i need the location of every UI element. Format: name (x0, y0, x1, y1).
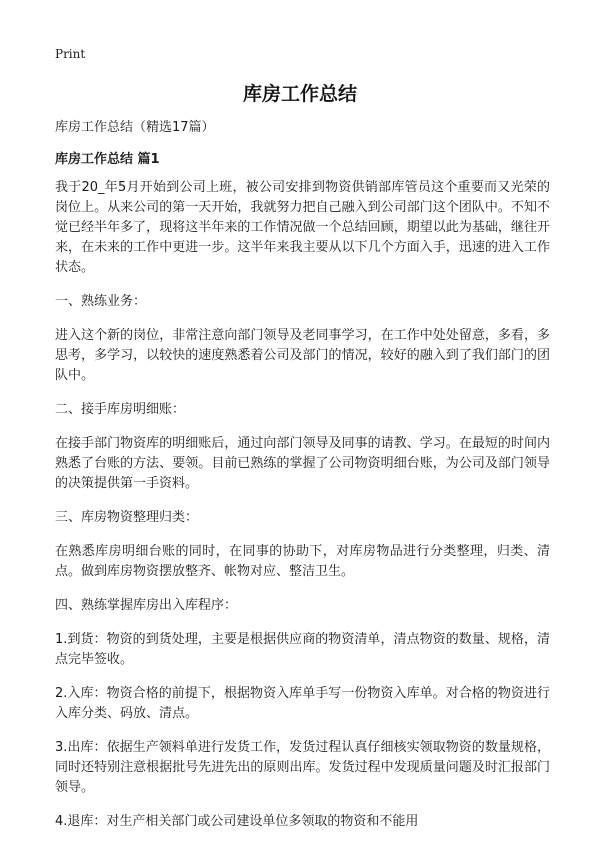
page-title: 库房工作总结 (242, 83, 357, 105)
paragraph-sorting: 在熟悉库房明细台账的同时，在同事的协助下，对库房物品进行分类整理，归类、清点。做到库房物资摆放整齐、帐物对应、整洁卫生。 (55, 544, 550, 579)
paragraph-outbound: 3.出库：依据生产领料单进行发货工作，发货过程认真仔细核实领取物资的数量规格，同时还特别注意根据批号先进先出的原则出库。发货过程中发现质量问题及时汇报部门领导。 (55, 740, 550, 795)
document-subtitle: 库房工作总结（精选17篇） (55, 120, 215, 135)
paragraph-ledger: 在接手部门物资库的明细账后，通过向部门领导及同事的请教、学习。在最短的时间内熟悉了台账的方法、要领。目前已熟练的掌握了公司物资明细台账，为公司及部门领导的决策提供第一手资料。 (55, 436, 550, 491)
paragraph-business: 进入这个新的岗位，非常注意向部门领导及老同事学习，在工作中处处留意，多看，多思考，多学习，以较快的速度熟悉着公司及部门的情况，较好的融入到了我们部门的团队中。 (55, 328, 550, 383)
paragraph-arrival: 1.到货：物资的到货处理，主要是根据供应商的物资清单，清点物资的数量、规格，清点完毕签收。 (55, 632, 550, 667)
heading-procedure: 四、熟练掌握库房出入库程序： (55, 598, 238, 613)
document-body (55, 118, 550, 846)
heading-ledger: 二、接手库房明细账： (55, 402, 186, 417)
heading-sorting: 三、库房物资整理归类： (55, 510, 199, 525)
heading-business: 一、熟练业务： (55, 294, 147, 309)
section-heading: 库房工作总结 篇1 (55, 152, 160, 167)
paragraph-intro: 我于20_年5月开始到公司上班，被公司安排到物资供销部库管员这个重要而又光荣的岗位上。从来公司的第一天开始，我就努力把自己融入到公司部门这个团队中。不知不觉已经半年多了，现将这半年来的工作情况做一个总结回顾，期望以此为基础，继往开来，在未来的工作中更进一步。这半年来我主要从以下几个方面入手，迅速的进入工作状态。 (55, 180, 550, 275)
print-link[interactable]: Print (55, 47, 86, 61)
paragraph-return: 4.退库：对生产相关部门或公司建设单位多领取的物资和不能用 (55, 814, 419, 829)
paragraph-inbound: 2.入库：物资合格的前提下，根据物资入库单手写一份物资入库单。对合格的物资进行入库分类、码放、清点。 (55, 686, 550, 721)
